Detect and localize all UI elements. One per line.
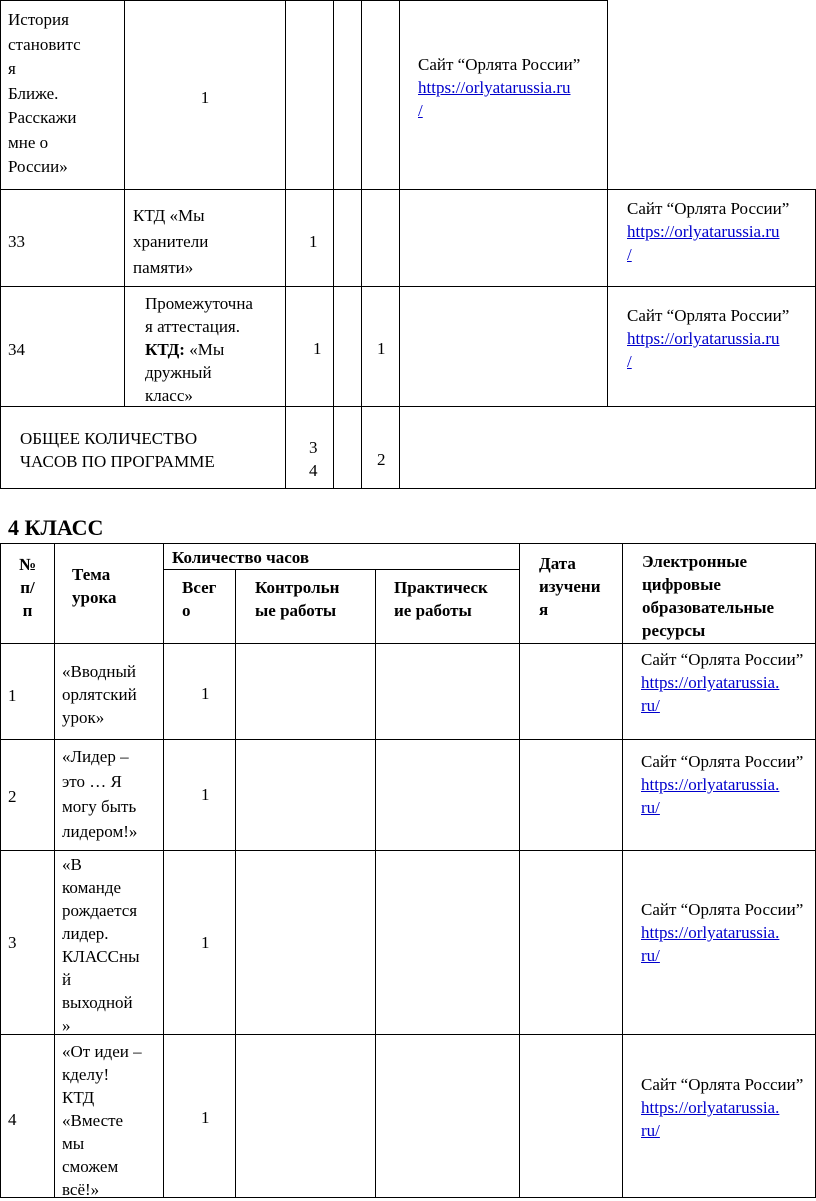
row33-num: 33 — [8, 232, 25, 251]
summary-c2 — [333, 406, 362, 489]
site-name: Сайт “Орлята России” — [418, 55, 581, 74]
hdr-total: Всег о — [182, 578, 217, 620]
r3-c2 — [375, 850, 520, 1035]
r4-c1 — [235, 1034, 376, 1198]
r1-num: 1 — [8, 686, 17, 705]
row33-c2 — [333, 189, 362, 287]
r4-c2 — [375, 1034, 520, 1198]
r3-num: 3 — [8, 933, 17, 952]
r2-topic: «Лидер – это … Я могу быть лидером!» — [62, 747, 138, 841]
r2-c2 — [375, 739, 520, 851]
row34-c2 — [333, 286, 362, 407]
row34-practical: 1 — [377, 339, 386, 358]
summary-total: 3 4 — [309, 438, 318, 480]
site-link[interactable]: https://orlyatarussia. ru/ — [641, 1098, 780, 1140]
r1-c3 — [519, 643, 623, 740]
r1-c2 — [375, 643, 520, 740]
r4-total-cell — [163, 1034, 236, 1198]
hdr-date: Дата изучени я — [539, 554, 601, 619]
summary-label: ОБЩЕЕ КОЛИЧЕСТВО ЧАСОВ ПО ПРОГРАММЕ — [20, 429, 215, 471]
row34-resource: Сайт “Орлята России” https://orlyatarussia.ru / — [627, 306, 790, 371]
r4-c3 — [519, 1034, 623, 1198]
r2-c1 — [235, 739, 376, 851]
site-link[interactable]: https://orlyatarussia. ru/ — [641, 923, 780, 965]
row33-topic: КТД «Мы хранители памяти» — [133, 206, 209, 277]
history-resource — [418, 53, 603, 122]
r3-c3 — [519, 850, 623, 1035]
r2-total: 1 — [201, 785, 210, 804]
hdr-num: № п/ п — [18, 555, 37, 620]
site-link[interactable]: https://orlyatarussia. ru/ — [641, 673, 780, 715]
r1-resource: Сайт “Орлята России” https://orlyatarussia. ru/ — [641, 650, 804, 715]
row33-c3 — [361, 189, 400, 287]
summary-practical: 2 — [377, 450, 386, 469]
site-link[interactable]: https://orlyatarussia.ru / — [627, 222, 780, 264]
site-link[interactable]: https://orlyatarussia.ru / — [418, 78, 571, 120]
history-total: 1 — [200, 88, 210, 107]
row34-total: 1 — [313, 339, 322, 358]
row33-total: 1 — [309, 232, 318, 251]
r1-c1 — [235, 643, 376, 740]
hdr-practical: Практическ ие работы — [394, 578, 488, 620]
row33-resource: Сайт “Орлята России” https://orlyatarussia.ru / — [627, 199, 790, 264]
r3-total-cell — [163, 850, 236, 1035]
history-topic: История становитс я Ближе. Расскажи мне о России» — [8, 10, 81, 176]
r2-num: 2 — [8, 787, 17, 806]
hdr-topic: Тема урока — [72, 565, 117, 607]
r3-c1 — [235, 850, 376, 1035]
r4-num: 4 — [8, 1110, 17, 1129]
row34-topic: Промежуточна я аттестация. КТД: «Мы дружный класс» — [145, 294, 253, 405]
r1-topic: «Вводный орлятский урок» — [62, 662, 137, 727]
r3-topic: «В команде рождается лидер. КЛАССны й выходной » — [62, 855, 140, 1035]
r1-total-cell — [163, 643, 236, 740]
cell-history-c2 — [333, 0, 362, 190]
r2-total-cell — [163, 739, 236, 851]
r3-resource: Сайт “Орлята России” https://orlyatarussia. ru/ — [641, 900, 804, 965]
r4-topic: «От идеи – кделу! КТД «Вместе мы сможем всё!» — [62, 1042, 142, 1199]
section-title: 4 КЛАСС — [8, 515, 104, 540]
hdr-resources: Электронные цифровые образовательные ресурсы — [642, 552, 775, 640]
r2-c3 — [519, 739, 623, 851]
r4-resource: Сайт “Орлята России” https://orlyatarussia. ru/ — [641, 1075, 804, 1140]
r1-total: 1 — [201, 684, 210, 703]
hdr-hours: Количество часов — [172, 548, 310, 567]
site-link[interactable]: https://orlyatarussia.ru / — [627, 329, 780, 371]
cell-history-c1 — [285, 0, 334, 190]
cell-history-c3 — [361, 0, 400, 190]
r2-resource: Сайт “Орлята России” https://orlyatarussia. ru/ — [641, 752, 804, 817]
site-link[interactable]: https://orlyatarussia. ru/ — [641, 775, 780, 817]
row34-num: 34 — [8, 340, 25, 359]
hdr-control: Контрольн ые работы — [255, 578, 340, 620]
r3-total: 1 — [201, 933, 210, 952]
row34-c1 — [285, 286, 334, 407]
r4-total: 1 — [201, 1108, 210, 1127]
